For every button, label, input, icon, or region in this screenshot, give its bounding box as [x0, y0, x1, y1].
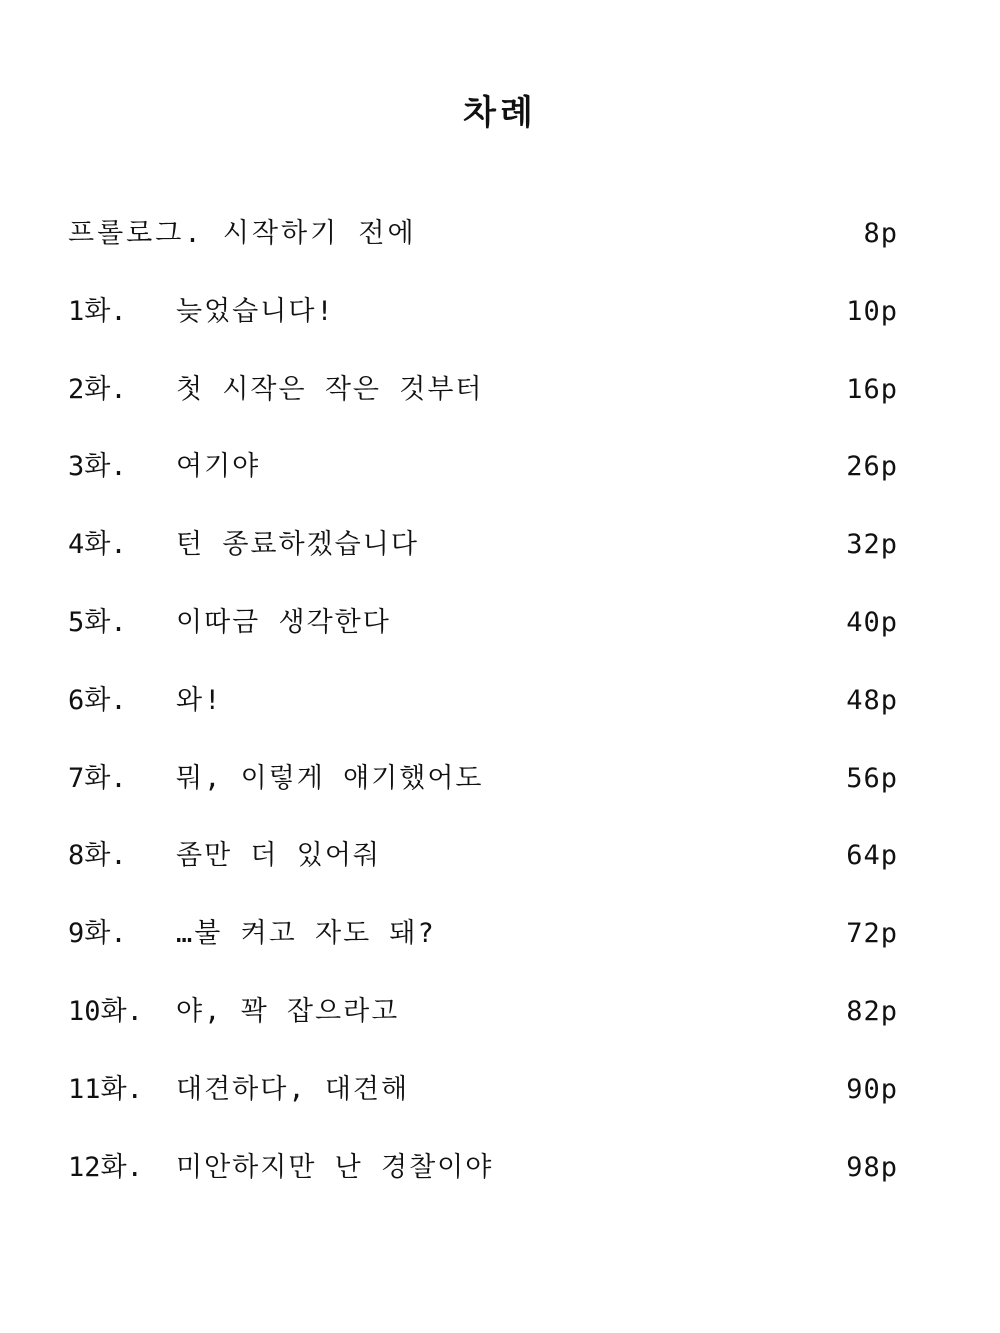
toc-page-number: 10p — [846, 295, 898, 327]
toc-entry-chapter-8[interactable] — [68, 834, 898, 912]
table-of-contents — [68, 212, 898, 1223]
toc-chapter-number: 3화. — [68, 451, 127, 483]
toc-chapter-number: 2화. — [68, 373, 127, 405]
toc-entry-chapter-10[interactable] — [68, 990, 898, 1068]
toc-chapter-number: 10화. — [68, 995, 143, 1027]
toc-title: …불 켜고 자도 돼? — [176, 918, 436, 950]
toc-page-number: 82p — [846, 995, 898, 1027]
toc-chapter-number: 8화. — [68, 840, 127, 872]
toc-entry-chapter-3[interactable] — [68, 445, 898, 523]
toc-title: 턴 종료하겠습니다 — [176, 529, 419, 561]
toc-title: 프롤로그. 시작하기 전에 — [68, 218, 417, 249]
toc-page-number: 8p — [863, 218, 898, 249]
toc-title: 늦었습니다! — [176, 295, 335, 327]
toc-title: 미안하지만 난 경찰이야 — [176, 1151, 494, 1183]
toc-entry-chapter-7[interactable] — [68, 757, 898, 835]
toc-entry-chapter-5[interactable] — [68, 601, 898, 679]
toc-page-number: 32p — [846, 529, 898, 561]
toc-title: 뭐, 이렇게 얘기했어도 — [176, 762, 484, 794]
toc-entry-chapter-12[interactable] — [68, 1146, 898, 1224]
page-title: 차례 — [463, 92, 537, 133]
toc-page-number: 26p — [846, 451, 898, 483]
toc-page-number: 56p — [846, 762, 898, 794]
toc-chapter-number: 9화. — [68, 918, 127, 950]
toc-title: 좀만 더 있어줘 — [176, 840, 382, 872]
toc-entry-chapter-9[interactable] — [68, 912, 898, 990]
toc-chapter-number: 1화. — [68, 295, 127, 327]
toc-entry-prologue[interactable] — [68, 212, 898, 290]
toc-title: 첫 시작은 작은 것부터 — [176, 373, 484, 405]
toc-page-number: 16p — [846, 373, 898, 405]
toc-entry-chapter-11[interactable] — [68, 1068, 898, 1146]
toc-page-number: 64p — [846, 840, 898, 872]
toc-entry-chapter-2[interactable] — [68, 368, 898, 446]
toc-chapter-number: 5화. — [68, 606, 127, 638]
toc-page-number: 72p — [846, 918, 898, 950]
toc-chapter-number: 7화. — [68, 762, 127, 794]
toc-title: 대견하다, 대견해 — [176, 1073, 410, 1105]
toc-title: 야, 꽉 잡으라고 — [176, 995, 400, 1027]
toc-chapter-number: 12화. — [68, 1151, 143, 1183]
toc-entry-chapter-4[interactable] — [68, 523, 898, 601]
toc-page-number: 48p — [846, 684, 898, 716]
toc-title: 여기야 — [176, 451, 261, 483]
toc-page-number: 40p — [846, 606, 898, 638]
toc-page-number: 90p — [846, 1073, 898, 1105]
toc-chapter-number: 11화. — [68, 1073, 143, 1105]
toc-title: 이따금 생각한다 — [176, 606, 391, 638]
toc-chapter-number: 6화. — [68, 684, 127, 716]
toc-entry-chapter-6[interactable] — [68, 679, 898, 757]
toc-entry-chapter-1[interactable] — [68, 290, 898, 368]
toc-title: 와! — [176, 684, 223, 716]
toc-page-number: 98p — [846, 1151, 898, 1183]
toc-chapter-number: 4화. — [68, 529, 127, 561]
